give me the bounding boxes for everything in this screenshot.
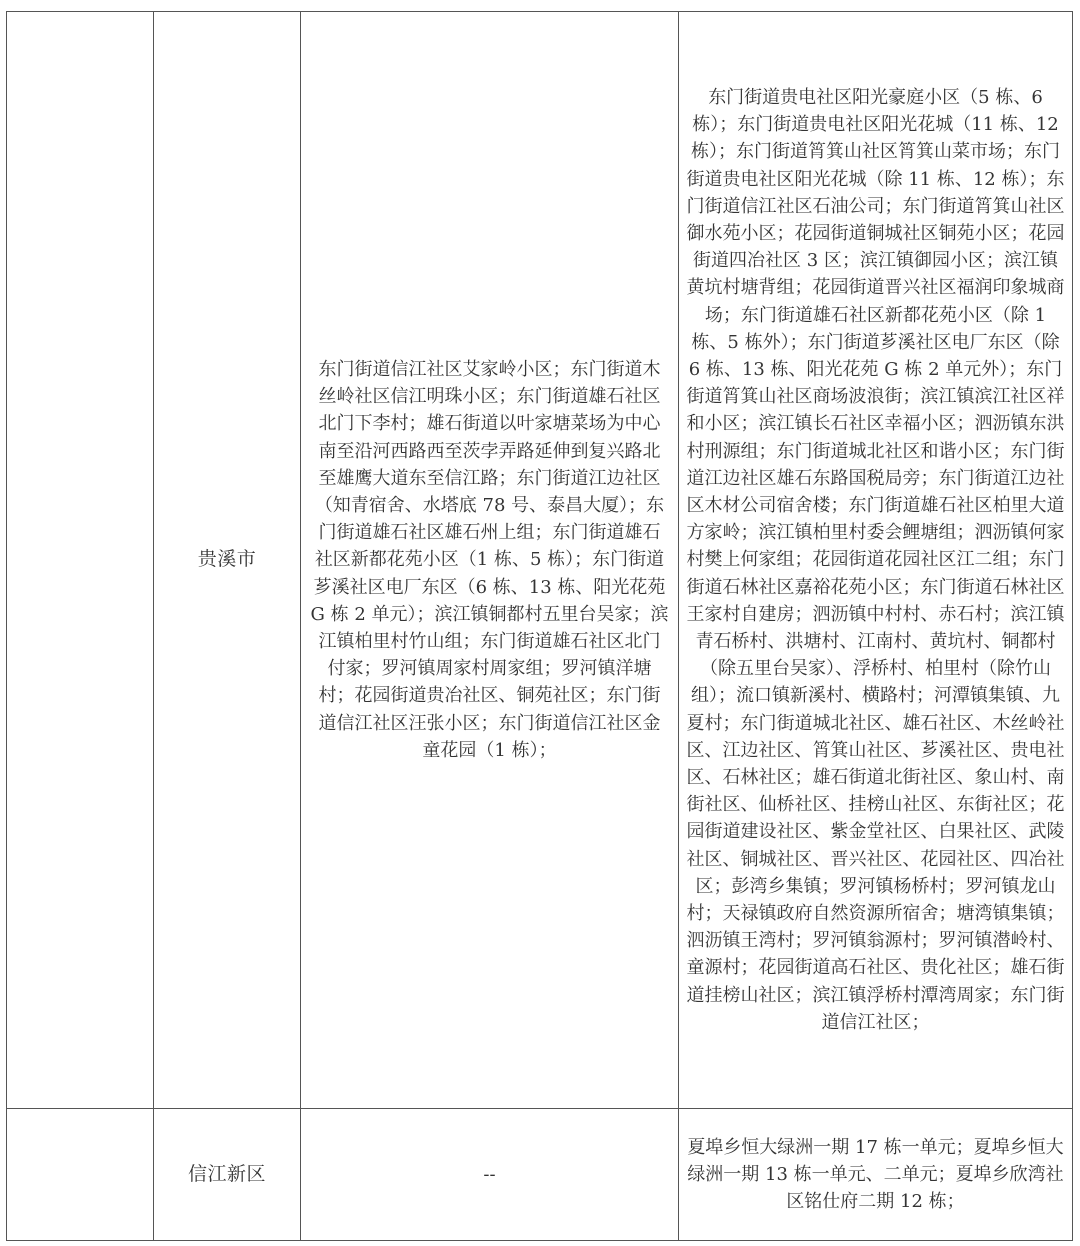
- city-cell: [7, 12, 154, 1109]
- risk-area-table: [6, 11, 1073, 1241]
- table-row: [7, 1109, 1073, 1241]
- high-risk-area-cell: --: [301, 1109, 679, 1241]
- low-risk-area-cell: 东门街道贵电社区阳光豪庭小区（5 栋、6 栋）；东门街道贵电社区阳光花城（11 栋、12 栋）；东门街道筲箕山社区筲箕山菜市场；东门街道贵电社区阳光花城（除 11 栋、12 栋）；东门街道信江社区石油公司；东门街道筲箕山社区御水苑小区；花园街道铜城社区铜苑小区；花园街道四冶社区 3 区；滨江镇御园小区；滨江镇黄坑村塘背组；花园街道晋兴社区福润印象城商场；东门街道雄石社区新都花苑小区（除 1 栋、5 栋外）；东门街道芗溪社区电厂东区（除 6 栋、13 栋、阳光花苑 G 栋 2 单元外）；东门街道筲箕山社区商场波浪街；滨江镇滨江社区祥和小区；滨江镇长石社区幸福小区；泗沥镇东洪村刑源组；东门街道城北社区和谐小区；东门街道江边社区雄石东路国税局旁；东门街道江边社区木材公司宿舍楼；东门街道雄石社区柏里大道方家岭；滨江镇柏里村委会鲤塘组；泗沥镇何家村樊上何家组；花园街道花园社区江二组；东门街道石林社区嘉裕花苑小区；东门街道石林社区王家村自建房；泗沥镇中村村、赤石村；滨江镇青石桥村、洪塘村、江南村、黄坑村、铜都村（除五里台吴家）、浮桥村、柏里村（除竹山组）；流口镇新溪村、横路村；河潭镇集镇、九夏村；东门街道城北社区、雄石社区、木丝岭社区、江边社区、筲箕山社区、芗溪社区、贵电社区、石林社区；雄石街道北街社区、象山村、南街社区、仙桥社区、挂榜山社区、东街社区；花园街道建设社区、紫金堂社区、白果社区、武陵社区、铜城社区、晋兴社区、花园社区、四冶社区；彭湾乡集镇；罗河镇杨桥村；罗河镇龙山村；天禄镇政府自然资源所宿舍；塘湾镇集镇；泗沥镇王湾村；罗河镇翁源村；罗河镇潜岭村、童源村；花园街道高石社区、贵化社区；雄石街道挂榜山社区；滨江镇浮桥村潭湾周家；东门街道信江社区；: [679, 12, 1073, 1109]
- county-cell: 贵溪市: [154, 12, 301, 1109]
- low-risk-area-cell: 夏埠乡恒大绿洲一期 17 栋一单元；夏埠乡恒大绿洲一期 13 栋一单元、二单元；夏埠乡欣湾社区铭仕府二期 12 栋；: [679, 1109, 1073, 1241]
- city-cell: [7, 1109, 154, 1241]
- table-row: [7, 12, 1073, 1109]
- county-cell: 信江新区: [154, 1109, 301, 1241]
- high-risk-area-cell: 东门街道信江社区艾家岭小区；东门街道木丝岭社区信江明珠小区；东门街道雄石社区北门下李村；雄石街道以叶家塘菜场为中心南至沿河西路西至茨孛弄路延伸到复兴路北至雄鹰大道东至信江路；东门街道江边社区（知青宿舍、水塔底 78 号、泰昌大厦）；东门街道雄石社区雄石州上组；东门街道雄石社区新都花苑小区（1 栋、5 栋）；东门街道芗溪社区电厂东区（6 栋、13 栋、阳光花苑 G 栋 2 单元）；滨江镇铜都村五里台吴家；滨江镇柏里村竹山组；东门街道雄石社区北门付家；罗河镇周家村周家组；罗河镇洋塘村；花园街道贵冶社区、铜苑社区；东门街道信江社区汪张小区；东门街道信江社区金童花园（1 栋）；: [301, 12, 679, 1109]
